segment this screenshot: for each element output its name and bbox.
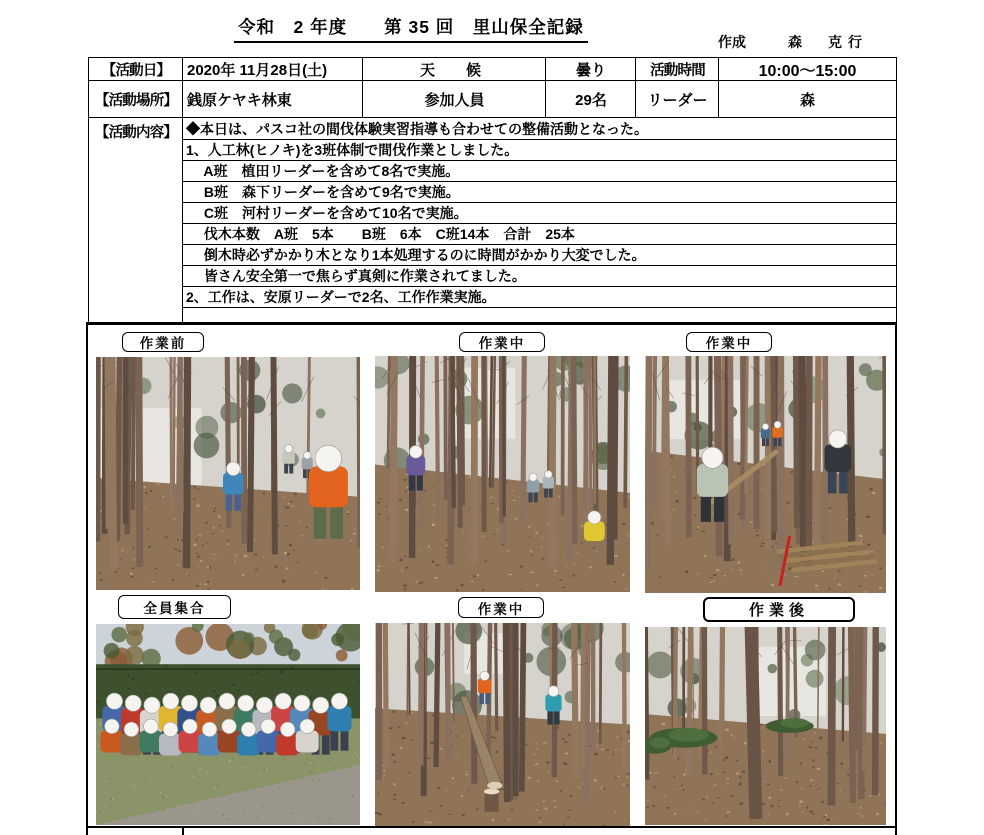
next-table-top-border: [86, 826, 897, 835]
activity-line: C班 河村リーダーを含めて10名で実施。: [183, 203, 896, 224]
time-label-cell: 活動時間: [635, 57, 720, 81]
activity-content-cell: [182, 117, 897, 324]
caption-before-work: 作業前: [122, 332, 204, 352]
activity-line: 倒木時必ずかかり木となり1本処理するのに時間がかかり大変でした。: [183, 245, 896, 266]
caption-during-work-1: 作業中: [459, 332, 545, 352]
activity-line: 皆さん安全第一で焦らず真剣に作業されてました。: [183, 266, 896, 287]
caption-group-photo: 全員集合: [118, 595, 231, 619]
place-value-cell: 銭原ケヤキ林東: [182, 80, 364, 119]
caption-during-work-2: 作業中: [686, 332, 772, 352]
photo-after-work: [645, 627, 886, 825]
photo-during-work-3: [375, 623, 630, 826]
photo-during-work-1: [375, 356, 630, 592]
activity-line: 伐木本数 A班 5本 B班 6本 C班14本 合計 25本: [183, 224, 896, 245]
author-name: 森 克行: [788, 34, 868, 50]
author-line: [718, 32, 868, 52]
photo-before-work: [96, 357, 360, 590]
date-label-cell: 【活動日】: [88, 57, 184, 81]
participants-label-cell: 参加人員: [362, 80, 547, 119]
photo-group: [96, 624, 360, 825]
activity-line: 1、人工林(ヒノキ)を3班体制で間伐作業としました。: [183, 140, 896, 161]
place-label-cell: 【活動場所】: [88, 80, 184, 119]
weather-value-cell: 曇り: [545, 57, 637, 81]
activity-line: B班 森下リーダーを含めて9名で実施。: [183, 182, 896, 203]
leader-value-cell: 森: [718, 80, 897, 119]
leader-label-cell: リーダー: [635, 80, 720, 119]
activity-line: ◆本日は、パスコ社の間伐体験実習指導も合わせての整備活動となった。: [183, 118, 896, 140]
caption-during-work-3: 作業中: [458, 597, 544, 618]
activity-line: 2、工作は、安原リーダーで2名、工作作業実施。: [183, 287, 896, 308]
caption-after-work: 作業後: [703, 597, 855, 622]
weather-label-cell: 天 候: [362, 57, 547, 81]
activity-label-cell: 【活動内容】: [88, 117, 184, 324]
next-table-column-divider: [182, 827, 184, 835]
photo-during-work-2: [645, 356, 886, 593]
time-value-cell: 10:00～15:00: [718, 57, 897, 81]
page-title: 令和 2 年度 第 35 回 里山保全記録: [234, 14, 588, 43]
participants-value-cell: 29名: [545, 80, 637, 119]
date-value-cell: 2020年 11月28日(土): [182, 57, 364, 81]
author-label: 作成: [718, 34, 746, 50]
activity-line: A班 植田リーダーを含めて8名で実施。: [183, 161, 896, 182]
